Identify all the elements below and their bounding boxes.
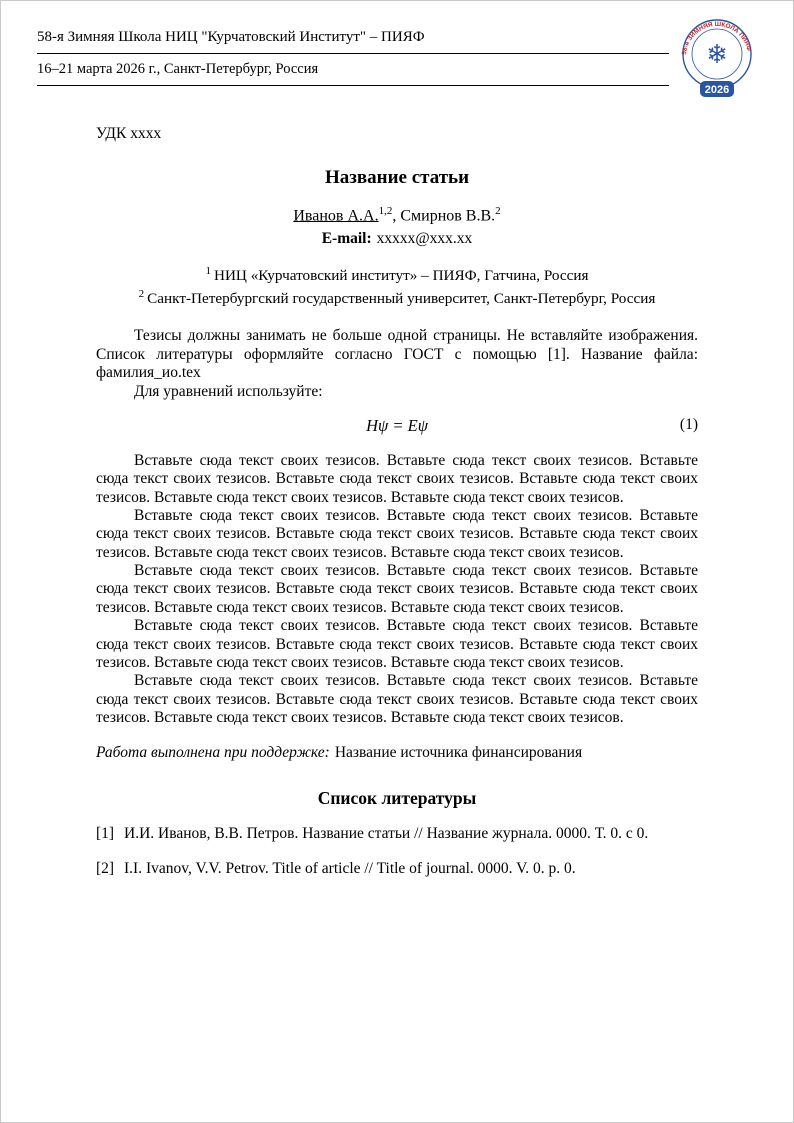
placeholder-paragraph: Вставьте сюда текст своих тезисов. Вставьте сюда текст своих тезисов. Вставьте сюда текст своих тезисов. Вставьте сюда текст своих тезисов. Вставьте сюда текст своих тезисов. Вставьте сюда текст своих тезисов. Вставьте сюда текст своих тезисов. [96,507,698,561]
authors-line [96,205,698,225]
logo-arc-text: 58-я ЗИМНЯЯ ШКОЛА ПИЯФ [681,20,753,56]
email-value: xxxxx@xxx.xx [376,230,473,248]
equation-block [96,416,698,436]
funding-label: Работа выполнена при поддержке: [96,744,330,762]
reference-1-text: И.И. Иванов, В.В. Петров. Название статьи // Название журнала. 0000. Т. 0. с 0. [124,825,649,843]
conference-title: 58-я Зимняя Школа НИЦ "Курчатовский Институт" – ПИЯФ [37,29,669,54]
conference-date-location: 16–21 марта 2026 г., Санкт-Петербург, Россия [37,54,669,86]
author-2-affil-sup: 2 [495,205,501,217]
placeholder-paragraph: Вставьте сюда текст своих тезисов. Вставьте сюда текст своих тезисов. Вставьте сюда текст своих тезисов. Вставьте сюда текст своих тезисов. Вставьте сюда текст своих тезисов. Вставьте сюда текст своих тезисов. Вставьте сюда текст своих тезисов. [96,451,698,506]
email-line [96,230,698,248]
instructions-paragraph: Тезисы должны занимать не больше одной страницы. Не вставляйте изображения. Список литературы оформляйте согласно ГОСТ с помощью [1]. Название файла: фамилия_ио.tex [96,327,698,382]
equation-intro-line: Для уравнений используйте: [134,382,323,400]
udc-number: УДК xxxx [96,125,162,142]
document-content [96,125,698,878]
affiliations-block [96,264,698,309]
affiliation-1 [96,264,698,287]
header-text-block [37,21,669,86]
equation-number: (1) [679,415,698,433]
author-1-name: Иванов А.А. [293,207,379,225]
reference-2-text: I.I. Ivanov, V.V. Petrov. Title of article // Title of journal. 0000. V. 0. p. 0. [124,859,576,877]
logo-year-text: 2026 [704,84,730,96]
school-logo-emblem [677,17,757,101]
snowflake-icon: ❄ [706,40,728,69]
placeholder-paragraph: Вставьте сюда текст своих тезисов. Вставьте сюда текст своих тезисов. Вставьте сюда текст своих тезисов. Вставьте сюда текст своих тезисов. Вставьте сюда текст своих тезисов. Вставьте сюда текст своих тезисов. Вставьте сюда текст своих тезисов. [96,617,698,671]
reference-item-2 [96,859,698,878]
affiliation-2-sup: 2 [138,287,145,300]
funding-acknowledgement [96,744,698,762]
affiliation-2-text: Санкт-Петербургский государственный университет, Санкт-Петербург, Россия [147,289,656,307]
affiliation-1-sup: 1 [205,265,211,278]
reference-1-marker: [1] [96,825,115,843]
reference-item-1 [96,824,698,843]
affiliation-1-text: НИЦ «Курчатовский институт» – ПИЯФ, Гатчина, Россия [214,267,589,285]
author-2-name: Смирнов В.В. [400,207,496,225]
author-1-affil-sup: 1,2 [378,205,393,217]
email-label: E-mail: [321,230,372,248]
authors-separator: , [392,207,401,225]
affiliation-2 [96,287,698,310]
placeholder-paragraph: Вставьте сюда текст своих тезисов. Вставьте сюда текст своих тезисов. Вставьте сюда текст своих тезисов. Вставьте сюда текст своих тезисов. Вставьте сюда текст своих тезисов. Вставьте сюда текст своих тезисов. Вставьте сюда текст своих тезисов. [96,672,698,726]
article-title: Название статьи [324,167,470,188]
reference-2-marker: [2] [96,859,115,877]
funding-source: Название источника финансирования [334,744,583,762]
placeholder-paragraph: Вставьте сюда текст своих тезисов. Вставьте сюда текст своих тезисов. Вставьте сюда текст своих тезисов. Вставьте сюда текст своих тезисов. Вставьте сюда текст своих тезисов. Вставьте сюда текст своих тезисов. Вставьте сюда текст своих тезисов. [96,562,698,616]
references-heading: Список литературы [317,788,477,809]
equation-expression: Hψ = Eψ [366,415,428,435]
page-header [37,21,757,105]
school-logo [677,17,757,101]
